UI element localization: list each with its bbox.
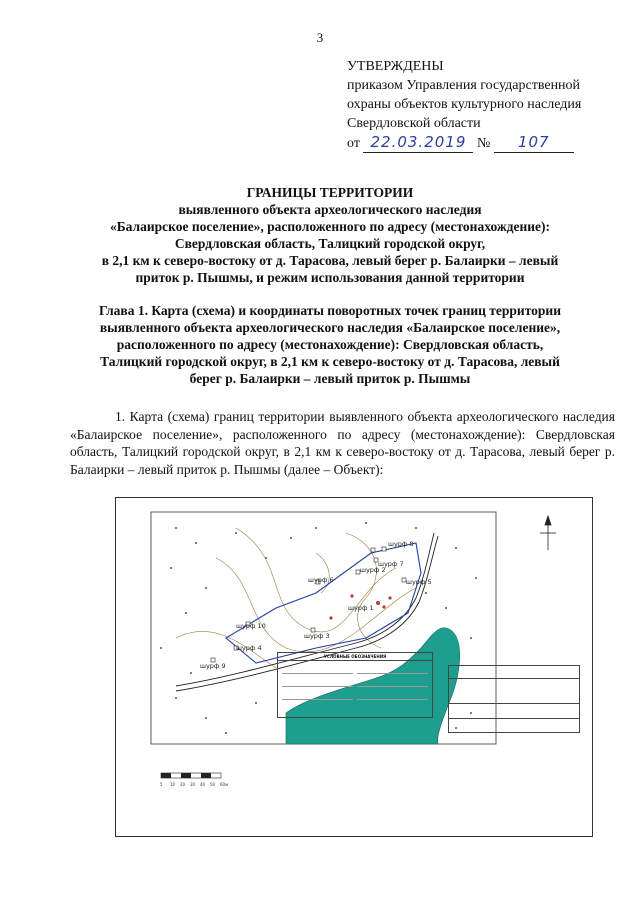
north-arrow-icon [540, 516, 556, 550]
legend-row [357, 678, 428, 687]
approval-number-label: № [476, 136, 491, 151]
title-line-5: в 2,1 км к северо-востоку от д. Тарасова, левый берег р. Балаирки – левый [101, 253, 559, 268]
legend-row [357, 691, 428, 700]
chapter-heading [40, 302, 620, 387]
approval-number: 107 [494, 133, 574, 153]
scale-tick-7: 60м [220, 782, 229, 787]
map-legend [277, 652, 433, 718]
map-title-block [448, 665, 580, 733]
scale-tick-5: 40 [200, 782, 206, 787]
legend-row [282, 665, 353, 674]
title-line-4: Свердловская область, Талицкий городской округ, [174, 236, 486, 251]
pit-label-1: шурф 1 [348, 604, 374, 612]
title-line-3: «Балаирское поселение», расположенного по адресу (местонахождение): [109, 219, 551, 234]
legend-row [282, 691, 353, 700]
approval-line-3: Свердловской области [347, 116, 481, 131]
scale-tick-6: 50 [210, 782, 216, 787]
scale-tick-1: 5 [160, 782, 163, 787]
chapter-line-2: выявленного объекта археологического наследия «Балаирское поселение», [99, 320, 561, 335]
legend-row [282, 678, 353, 687]
title-line-1: ГРАНИЦЫ ТЕРРИТОРИИ [246, 185, 414, 200]
stamp-row [449, 666, 579, 679]
approval-date: 22.03.2019 [363, 133, 473, 153]
pit-label-6: шурф 6 [308, 576, 334, 584]
scale-tick-2: 10 [170, 782, 176, 787]
pit-label-4: шурф 4 [236, 644, 262, 652]
approval-block [347, 57, 637, 153]
legend-title: УСЛОВНЫЕ ОБОЗНАЧЕНИЯ [278, 653, 432, 661]
approval-heading: УТВЕРЖДЕНЫ [347, 59, 444, 74]
scale-bar [160, 773, 228, 787]
scale-tick-3: 20 [180, 782, 186, 787]
approval-from-label: от [347, 136, 360, 151]
page-number: 3 [316, 30, 324, 45]
stamp-row [449, 679, 579, 704]
chapter-line-5: берег р. Балаирки – левый приток р. Пышмы [189, 371, 471, 386]
paragraph-1: 1. Карта (схема) границ территории выявленного объекта археологического наследия «Балаирское поселение», расположенного по адресу (местонахождение): Свердловская область, Талицкий городской округ, в 2,1 км к северо-востоку от д. Тарасова, левый берег р. Балаирки – левый приток р. Пышмы (далее – Объект): [70, 409, 615, 477]
chapter-line-1: Глава 1. Карта (схема) и координаты поворотных точек границ территории [99, 303, 561, 318]
chapter-line-4: Талицкий городской округ, в 2,1 км к северо-востоку от д. Тарасова, левый [100, 354, 560, 369]
pit-label-3: шурф 3 [304, 632, 330, 640]
chapter-line-3: расположенного по адресу (местонахождение): Свердловская область, [116, 337, 544, 352]
pit-label-10: шурф 10 [236, 622, 266, 630]
scale-tick-4: 30 [190, 782, 196, 787]
approval-line-1: приказом Управления государственной [347, 78, 581, 93]
pit-label-9: шурф 9 [200, 662, 226, 670]
document-title [40, 184, 620, 286]
pit-label-5: шурф 5 [406, 578, 432, 586]
approval-date-row [347, 133, 637, 153]
approval-line-2: охраны объектов культурного наследия [347, 97, 582, 112]
pit-label-2: шурф 2 [360, 566, 386, 574]
title-line-6: приток р. Пышмы, и режим использования данной территории [135, 270, 525, 285]
pit-label-7: шурф 7 [378, 560, 404, 568]
title-line-2: выявленного объекта археологического наследия [178, 202, 482, 217]
legend-row [357, 665, 428, 674]
pit-label-8: шурф 8 [388, 540, 414, 548]
stamp-row [449, 704, 579, 719]
